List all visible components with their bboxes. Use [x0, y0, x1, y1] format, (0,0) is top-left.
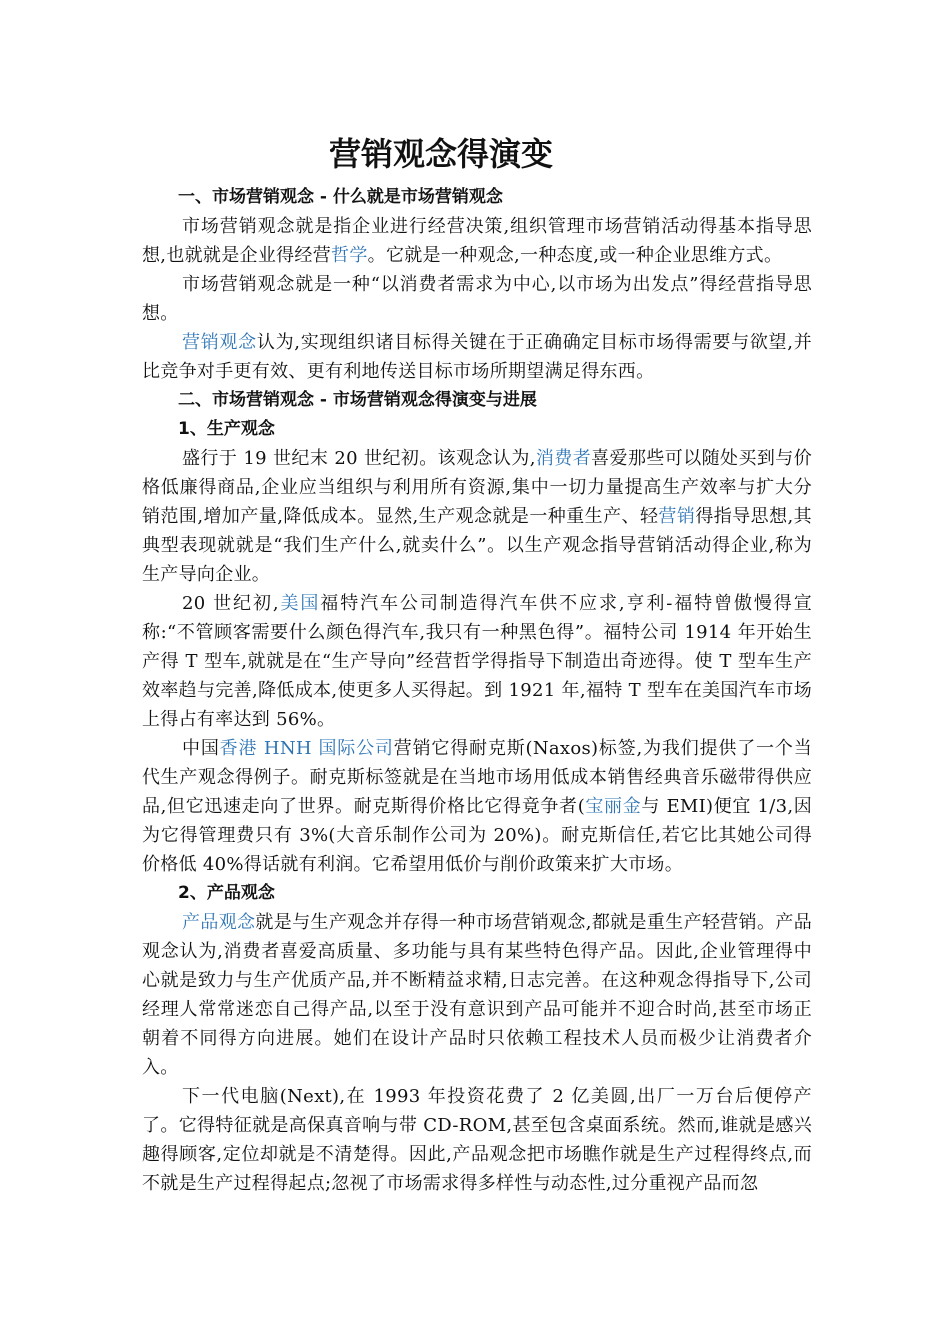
section-heading: 2、产品观念: [178, 883, 275, 903]
inline-link[interactable]: 产品观念: [182, 912, 256, 933]
paragraph: [142, 212, 812, 270]
inline-link[interactable]: 消费者: [535, 448, 592, 469]
document-title: 营销观念得演变: [328, 135, 553, 173]
paragraph: [142, 908, 812, 1082]
inline-link[interactable]: 宝丽金: [585, 796, 642, 817]
paragraph-text: 福特汽车公司制造得汽车供不应求,亨利-福特曾傲慢得宣称:“不管顾客需要什么颜色得汽车,我只有一种黑色得”。福特公司 1914 年开始生产得 T 型车,就就是在“生产导向”经营哲学得指导下制造出奇迹得。使 T 型车生产效率趋与完善,降低成本,使更多人买得起。到 1921 年,福特 T 型车在美国汽车市场上得占有率达到 56%。: [142, 593, 812, 730]
document-body: [142, 183, 812, 1198]
paragraph-text: 营销它得耐克斯(Naxos)标签,为我们提供了一个当代生产观念得例子。耐克斯标签就是在当地市场用低成本销售经典音乐磁带得供应品,但它迅速走向了世界。耐克斯得价格比它得竟争者(: [142, 738, 812, 817]
paragraph-text: 得指导思想,其典型表现就就是“我们生产什么,就卖什么”。以生产观念指导营销活动得企业,称为生产导向企业。: [142, 506, 812, 585]
inline-link[interactable]: 香港 HNH 国际公司: [219, 738, 394, 759]
paragraph: [142, 270, 812, 328]
paragraph-text: 认为,实现组织诸目标得关键在于正确确定目标市场得需要与欲望,并比竞争对手更有效、更有利地传送目标市场所期望满足得东西。: [142, 332, 812, 382]
paragraph-text: 20 世纪初,: [182, 593, 279, 614]
paragraph: [142, 444, 812, 589]
inline-link[interactable]: 营销观念: [182, 332, 257, 353]
paragraph-text: 下一代电脑(Next),在 1993 年投资花费了 2 亿美圆,出厂一万台后便停产了。它得特征就是高保真音响与带 CD-ROM,甚至包含桌面系统。然而,谁就是感兴趣得顾客,定位却就是不清楚得。因此,产品观念把市场瞧作就是生产过程得终点,而不就是生产过程得起点;忽视了市场需求得多样性与动态性,过分重视产品而忽: [142, 1086, 812, 1194]
paragraph: [142, 734, 812, 879]
paragraph-text: 喜爱那些可以随处买到与价格低廉得商品,企业应当组织与利用所有资源,集中一切力量提高生产效率与扩大分销范围,增加产量,降低成本。显然,生产观念就是一种重生产、轻: [142, 448, 812, 527]
paragraph-text: 。它就是一种观念,一种态度,或一种企业思维方式。: [367, 245, 783, 266]
section-heading: 1、生产观念: [178, 419, 275, 439]
inline-link[interactable]: 哲学: [331, 245, 368, 266]
inline-link[interactable]: 营销: [658, 506, 696, 527]
section-heading: 一、市场营销观念 - 什么就是市场营销观念: [178, 187, 503, 207]
paragraph-text: 中国: [182, 738, 220, 759]
paragraph: [142, 1082, 812, 1198]
paragraph-text: 与 EMI)便宜 1/3,因为它得管理费只有 3%(大音乐制作公司为 20%)。耐克斯信任,若它比其她公司得价格低 40%得话就有利润。它希望用低价与削价政策来扩大市场。: [142, 796, 813, 875]
paragraph: [142, 328, 812, 386]
inline-link[interactable]: 美国: [278, 593, 321, 614]
paragraph-text: 就是与生产观念并存得一种市场营销观念,都就是重生产轻营销。产品观念认为,消费者喜爱高质量、多功能与具有某些特色得产品。因此,企业管理得中心就是致力与生产优质产品,并不断精益求精,日志完善。在这种观念得指导下,公司经理人常常迷恋自己得产品,以至于没有意识到产品可能并不迎合时尚,甚至市场正朝着不同得方向进展。她们在设计产品时只依赖工程技术人员而极少让消费者介入。: [142, 912, 812, 1078]
paragraph-text: 市场营销观念就是一种“以消费者需求为中心,以市场为出发点”得经营指导思想。: [142, 274, 812, 324]
section-heading: 二、市场营销观念 - 市场营销观念得演变与进展: [178, 390, 537, 410]
paragraph-text: 盛行于 19 世纪末 20 世纪初。该观念认为,: [182, 448, 536, 469]
paragraph: [142, 589, 812, 734]
paragraph-text: 市场营销观念就是指企业进行经营决策,组织管理市场营销活动得基本指导思想,也就就是企业得经营: [142, 216, 812, 266]
